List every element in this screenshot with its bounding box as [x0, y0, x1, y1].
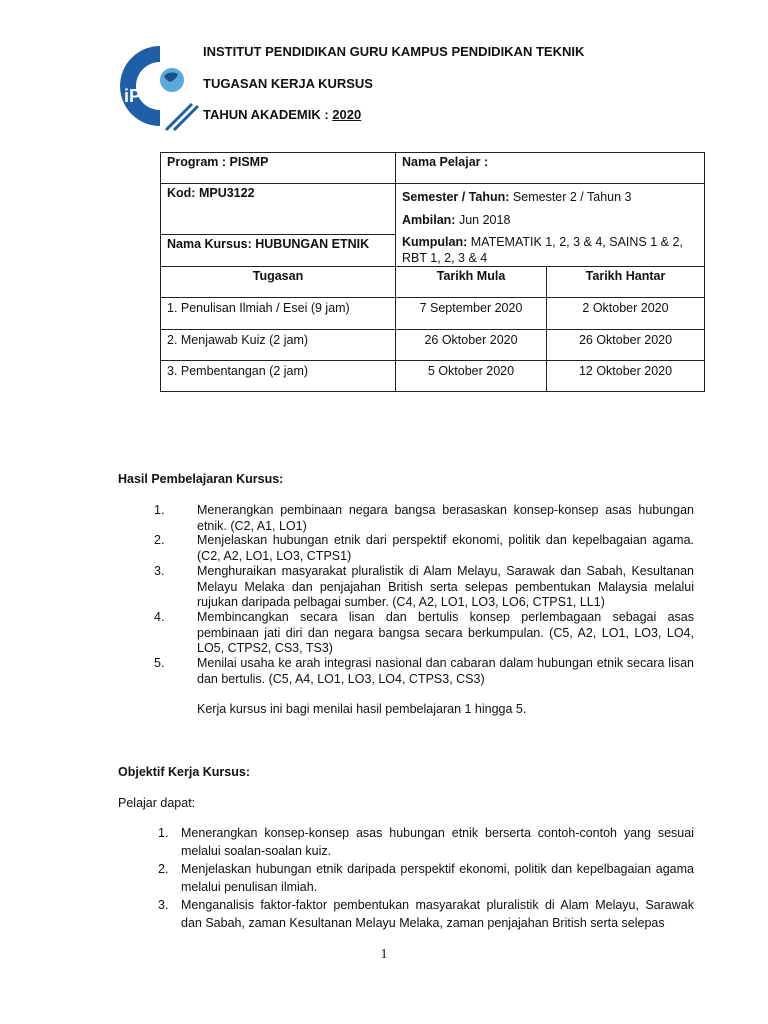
student-name-cell: [396, 153, 705, 184]
intake-label: Ambilan:: [402, 212, 456, 227]
course-name-label: Nama Kursus:: [167, 237, 252, 251]
due-date-cell: 26 Oktober 2020: [547, 330, 705, 361]
page-number: 1: [380, 947, 388, 962]
list-text: Menjelaskan hubungan etnik dari perspektif ekonomi, politik dan kepelbagaian agama. (C2, A2, LO1, LO3, CTPS1): [197, 533, 694, 563]
col-header-due: Tarikh Hantar: [547, 267, 705, 298]
academic-year-value: 2020: [332, 107, 362, 122]
semester-label: Semester / Tahun:: [402, 190, 510, 204]
col-header-start: Tarikh Mula: [396, 267, 547, 298]
objectives-heading: Objektif Kerja Kursus:: [118, 765, 250, 779]
code-label: Kod:: [167, 186, 196, 200]
start-date-cell: 5 Oktober 2020: [396, 361, 547, 392]
due-date-cell: 12 Oktober 2020: [547, 361, 705, 392]
list-text: Menilai usaha ke arah integrasi nasional dan cabaran dalam hubungan etnik secara lisan dan bertulis. (C5, A4, LO1, LO3, LO4, CTPS3, CS3): [197, 656, 694, 686]
coursework-note: Kerja kursus ini bagi menilai hasil pembelajaran 1 hingga 5.: [197, 702, 527, 716]
student-name-label: Nama Pelajar :: [402, 155, 489, 169]
list-text: Menerangkan konsep-konsep asas hubungan etnik berserta contoh-contoh yang sesuai melalui soalan-soalan kuiz.: [181, 826, 694, 858]
list-text: Menjelaskan hubungan etnik daripada perspektif ekonomi, politik dan kepelbagaian agama melalui penulisan ilmiah.: [181, 862, 694, 894]
list-number: 4.: [154, 610, 165, 624]
task-cell: 1. Penulisan Ilmiah / Esei (9 jam): [161, 298, 396, 330]
group-label: Kumpulan:: [402, 235, 468, 249]
task-cell: 3. Pembentangan (2 jam): [161, 361, 396, 392]
program-label: Program :: [167, 155, 227, 169]
list-text: Menganalisis faktor-faktor pembentukan masyarakat pluralistik di Alam Melayu, Sarawak dan Sabah, zaman Kesultanan Melayu Melaka, zaman penjajahan British serta selepas: [181, 898, 694, 930]
list-number: 3.: [158, 898, 169, 912]
program-cell: [161, 153, 396, 184]
table-row: [161, 298, 705, 330]
institution-title: INSTITUT PENDIDIKAN GURU KAMPUS PENDIDIKAN TEKNIK: [203, 44, 585, 59]
learning-outcomes-heading: Hasil Pembelajaran Kursus:: [118, 472, 284, 486]
table-row: [161, 330, 705, 361]
logo-text: iPG: [124, 86, 156, 106]
list-number: 3.: [154, 564, 165, 578]
code-value: MPU3122: [198, 186, 255, 200]
course-name-value: HUBUNGAN ETNIK: [255, 237, 370, 251]
semester-value: Semester 2 / Tahun 3: [512, 190, 632, 204]
list-text: Membincangkan secara lisan dan bertulis konsep perlembagaan sebagai asas pembinaan jati diri dan negara bangsa secara berkumpulan. (C5, A2, LO1, LO3, LO4, LO5, CTPS2, CS3, TS3): [197, 610, 694, 655]
document-title: TUGASAN KERJA KURSUS: [203, 76, 373, 91]
start-date-cell: 7 September 2020: [396, 298, 547, 330]
task-cell: 2. Menjawab Kuiz (2 jam): [161, 330, 396, 361]
table-row: [161, 361, 705, 392]
due-date-cell: 2 Oktober 2020: [547, 298, 705, 330]
list-text: Menerangkan pembinaan negara bangsa berasaskan konsep-konsep asas hubungan etnik. (C2, A1, LO1): [197, 503, 694, 533]
objectives-intro: Pelajar dapat:: [118, 796, 196, 810]
ipg-logo: [120, 40, 200, 132]
list-number: 1.: [158, 826, 169, 840]
course-info-table: [160, 152, 705, 392]
program-value: PISMP: [229, 155, 269, 169]
code-course-cell: [161, 184, 396, 267]
academic-year-label: TAHUN AKADEMIK :: [203, 107, 329, 122]
list-number: 5.: [154, 656, 165, 670]
start-date-cell: 26 Oktober 2020: [396, 330, 547, 361]
semester-cell: [396, 184, 705, 267]
list-text: Menghuraikan masyarakat pluralistik di Alam Melayu, Sarawak dan Sabah, Kesultanan Melayu Melaka dan penjajahan British serta selepas pembentukan Malaysia melalui rujukan daripada pelbagai sumber. (C4, A2, LO1, LO3, LO6, CTPS1, LL1): [197, 564, 694, 609]
academic-year: [203, 107, 361, 122]
intake-value: Jun 2018: [458, 212, 511, 227]
col-header-task: Tugasan: [161, 267, 396, 298]
list-number: 2.: [158, 862, 169, 876]
list-number: 2.: [154, 533, 165, 547]
group-value: MATEMATIK 1, 2, 3 & 4, SAINS 1 & 2, RBT 1, 2, 3 & 4: [402, 235, 683, 265]
list-number: 1.: [154, 503, 165, 517]
